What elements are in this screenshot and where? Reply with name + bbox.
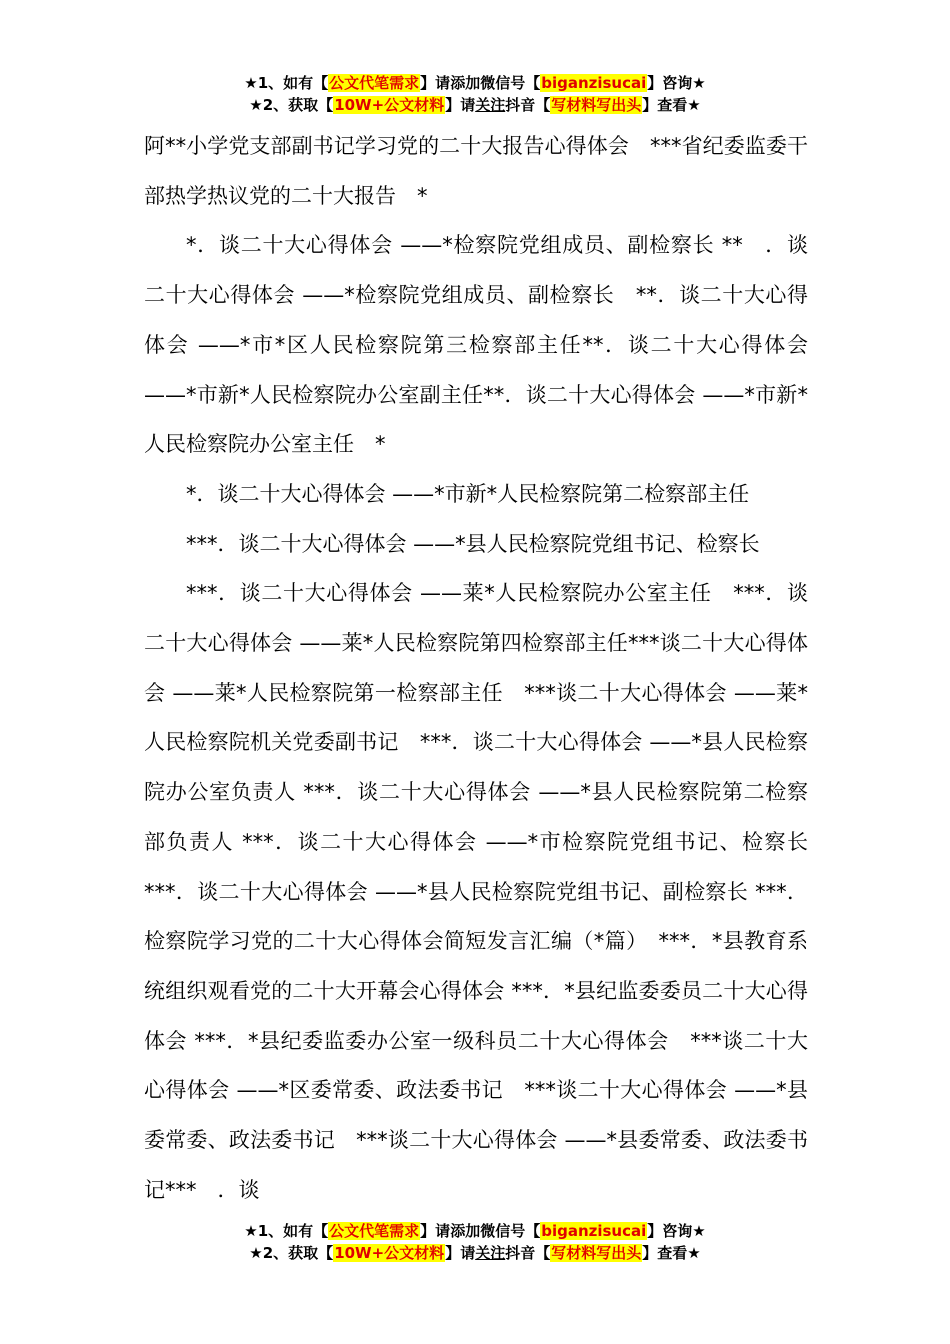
highlight-badge: 公文代笔需求 (329, 74, 420, 92)
header-banner (0, 72, 950, 116)
banner-text: ★2、获取【 (249, 1244, 334, 1262)
highlight-badge: 10W+公文材料 (334, 96, 445, 114)
highlight-badge: 公文代笔需求 (329, 1222, 420, 1240)
document-body (144, 122, 808, 1215)
banner-text: 】咨询★ (647, 74, 706, 92)
banner-text: 】查看★ (642, 96, 701, 114)
banner-text: 】请 (445, 96, 476, 114)
banner-text: ★2、获取【 (249, 96, 334, 114)
banner-text: 】请 (420, 74, 451, 92)
banner-emphasis: 添加 (450, 74, 481, 92)
banner-text: 】咨询★ (647, 1222, 706, 1240)
wechat-id-highlight: biganzisucai (541, 74, 647, 92)
banner-line-2 (0, 94, 950, 116)
banner-text: 】请 (420, 1222, 451, 1240)
banner-emphasis: 关注 (475, 96, 506, 114)
footer-banner (0, 1220, 950, 1264)
douyin-id-highlight: 写材料写出头 (551, 96, 642, 114)
banner-line-2 (0, 1242, 950, 1264)
banner-line-1 (0, 1220, 950, 1242)
banner-text: 】查看★ (642, 1244, 701, 1262)
banner-text: ★1、如有【 (244, 74, 329, 92)
paragraph: ***．谈二十大心得体会 ——*县人民检察院党组书记、检察长 (186, 531, 760, 556)
paragraph: 阿**小学党支部副书记学习党的二十大报告心得体会 ***省纪委监委干部热学热议党的二十大报告 * (144, 134, 808, 208)
banner-text: ★1、如有【 (244, 1222, 329, 1240)
banner-emphasis: 添加 (450, 1222, 481, 1240)
banner-text: 抖音【 (505, 96, 551, 114)
banner-emphasis: 关注 (475, 1244, 506, 1262)
paragraph: ***．谈二十大心得体会 ——莱*人民检察院办公室主任 ***．谈二十大心得体会 ——莱*人民检察院第四检察部主任***谈二十大心得体会 ——莱*人民检察院第一检察部主任 ***谈二十大心得体会 ——莱*人民检察院机关党委副书记 ***．谈二十大心得体会 ——*县人民检察院办公室负责人 ***．谈二十大心得体会 ——*县人民检察院第二检察部负责人 ***．谈二十大心得体会 ——*市检察院党组书记、检察长 ***．谈二十大心得体会 ——*县人民检察院党组书记、副检察长 ***．检察院学习党的二十大心得体会简短发言汇编（*篇） ***．*县教育系统组织观看党的二十大开幕会心得体会 ***．*县纪监委委员二十大心得体会 ***．*县纪委监委办公室一级科员二十大心得体会 ***谈二十大心得体会 ——*区委常委、政法委书记 ***谈二十大心得体会 ——*县委常委、政法委书记 ***谈二十大心得体会 ——*县委常委、政法委书记*** ．谈 (144, 581, 808, 1202)
paragraph: *．谈二十大心得体会 ——*检察院党组成员、副检察长 ** ．谈二十大心得体会 ——*检察院党组成员、副检察长 **．谈二十大心得体会 ——*市*区人民检察院第三检察部主任**．谈二十大心得体会 ——*市新*人民检察院办公室副主任**．谈二十大心得体会 ——*市新*人民检察院办公室主任 * (144, 233, 808, 457)
banner-text: 抖音【 (505, 1244, 551, 1262)
highlight-badge: 10W+公文材料 (334, 1244, 445, 1262)
douyin-id-highlight: 写材料写出头 (551, 1244, 642, 1262)
paragraph: *．谈二十大心得体会 ——*市新*人民检察院第二检察部主任 (186, 481, 750, 506)
banner-text: 微信号【 (480, 1222, 541, 1240)
banner-text: 微信号【 (480, 74, 541, 92)
banner-line-1 (0, 72, 950, 94)
banner-text: 】请 (445, 1244, 476, 1262)
wechat-id-highlight: biganzisucai (541, 1222, 647, 1240)
